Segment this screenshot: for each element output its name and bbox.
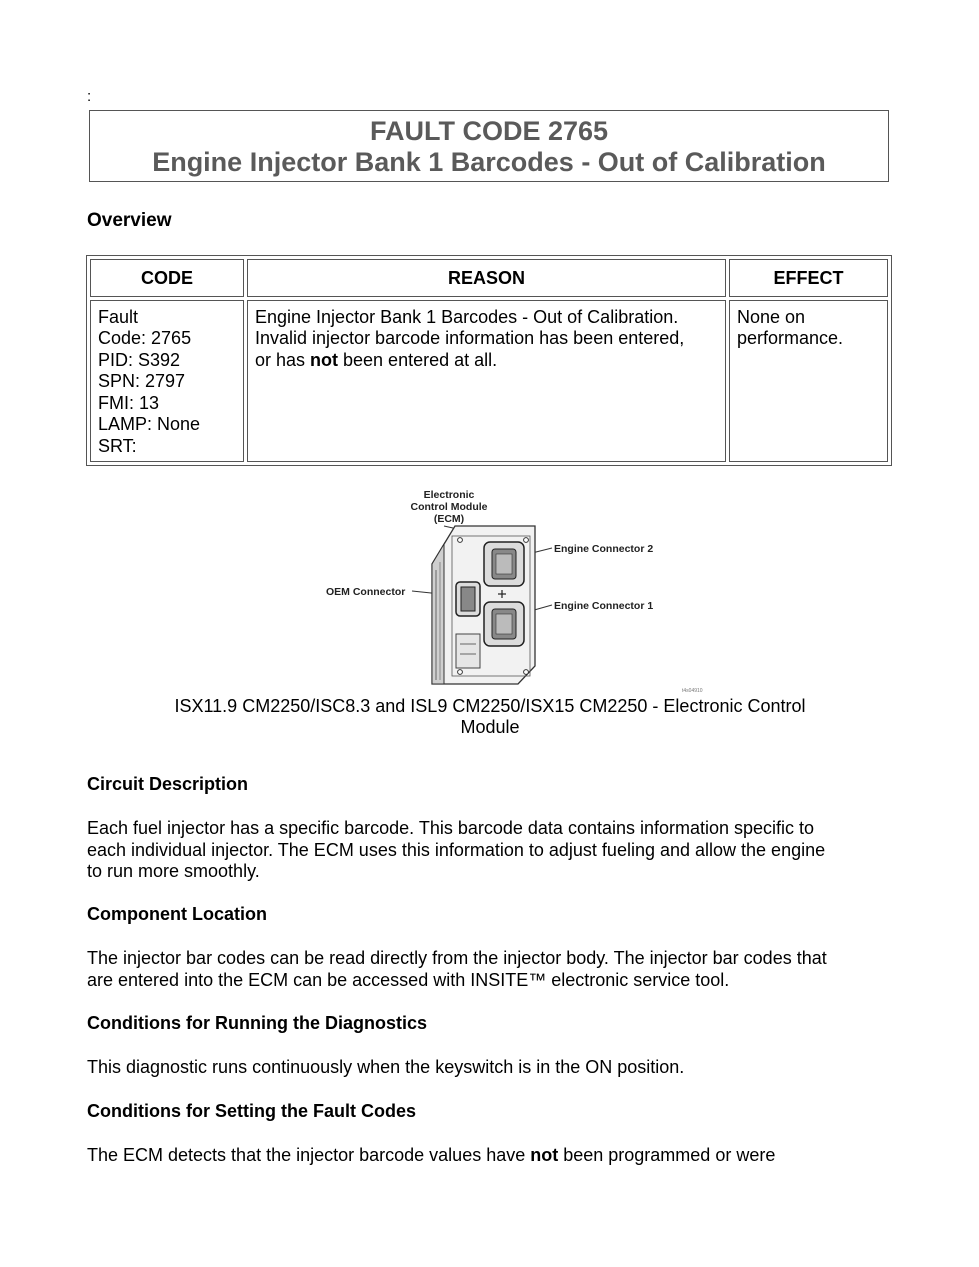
ecm-label-line: Electronic xyxy=(423,489,475,501)
paragraph-line: each individual injector. The ECM uses this information to adjust fueling and allow the engine xyxy=(87,839,826,860)
caption-line: Module xyxy=(460,717,520,737)
code-cell xyxy=(90,300,244,463)
component-location-heading: Component Location xyxy=(87,904,267,924)
engine-connector-2-label: Engine Connector 2 xyxy=(554,543,654,555)
paragraph-line: The injector bar codes can be read directly from the injector body. The injector bar codes that xyxy=(87,948,827,968)
ecm-module-drawing xyxy=(432,526,535,684)
code-line: Fault xyxy=(98,306,139,327)
reason-header: REASON xyxy=(247,259,726,297)
paragraph-line: This diagnostic runs continuously when the keyswitch is in the ON position. xyxy=(87,1057,685,1077)
code-line: SRT: xyxy=(98,435,137,456)
code-header: CODE xyxy=(90,259,244,297)
effect-cell xyxy=(729,300,888,463)
reason-emphasis: not xyxy=(310,349,339,370)
leading-colon: : xyxy=(87,88,92,105)
code-line: LAMP: None xyxy=(98,414,201,434)
code-line: FMI: 13 xyxy=(98,392,160,413)
running-conditions-text xyxy=(87,1057,887,1079)
paragraph-text: been programmed or were xyxy=(558,1145,776,1165)
paragraph-text: The ECM detects that the injector barcode values have xyxy=(87,1145,531,1165)
reason-cell xyxy=(247,300,726,463)
caption-line: ISX11.9 CM2250/ISC8.3 and ISL9 CM2250/ISX15 CM2250 - Electronic Control xyxy=(174,696,806,716)
reason-text: been entered at all. xyxy=(338,349,498,370)
circuit-description-text xyxy=(87,818,887,883)
fault-title-box xyxy=(89,110,889,182)
effect-line: performance. xyxy=(737,328,844,348)
engine-connector-1-label: Engine Connector 1 xyxy=(554,600,654,612)
component-location-text xyxy=(87,948,887,991)
ecm-diagram xyxy=(320,484,703,696)
paragraph-emphasis: not xyxy=(530,1145,559,1165)
code-line: SPN: 2797 xyxy=(98,371,186,391)
oem-connector-label: OEM Connector xyxy=(326,586,406,598)
code-line: PID: S392 xyxy=(98,349,181,370)
fault-code-title: FAULT CODE 2765 xyxy=(369,116,609,146)
paragraph-line: to run more smoothly. xyxy=(87,861,260,881)
ecm-label-line: Control Module xyxy=(410,501,488,513)
reason-line: Engine Injector Bank 1 Barcodes - Out of Calibration. xyxy=(255,306,679,327)
setting-conditions-text xyxy=(87,1145,887,1167)
circuit-description-heading: Circuit Description xyxy=(87,774,249,794)
overview-heading: Overview xyxy=(87,210,172,231)
figure-caption xyxy=(140,696,840,738)
setting-conditions-heading: Conditions for Setting the Fault Codes xyxy=(87,1101,416,1121)
running-conditions-heading: Conditions for Running the Diagnostics xyxy=(87,1013,427,1033)
paragraph-line: Each fuel injector has a specific barcode. This barcode data contains information specific to xyxy=(87,818,815,838)
effect-header: EFFECT xyxy=(729,259,888,297)
figure-id: t4s04910 xyxy=(682,688,703,694)
reason-line xyxy=(255,350,718,372)
reason-line: Invalid injector barcode information has been entered, xyxy=(255,328,685,348)
fault-code-table xyxy=(86,255,892,466)
ecm-label-line: (ECM) xyxy=(433,513,465,525)
paragraph-line: are entered into the ECM can be accessed with INSITE™ electronic service tool. xyxy=(87,969,730,990)
code-line: Code: 2765 xyxy=(98,328,192,348)
fault-description-title: Engine Injector Bank 1 Barcodes - Out of Calibration xyxy=(152,147,826,177)
reason-text: or has xyxy=(255,349,311,370)
table-header-row xyxy=(90,259,888,297)
effect-line: None on xyxy=(737,306,806,327)
table-row xyxy=(90,300,888,463)
